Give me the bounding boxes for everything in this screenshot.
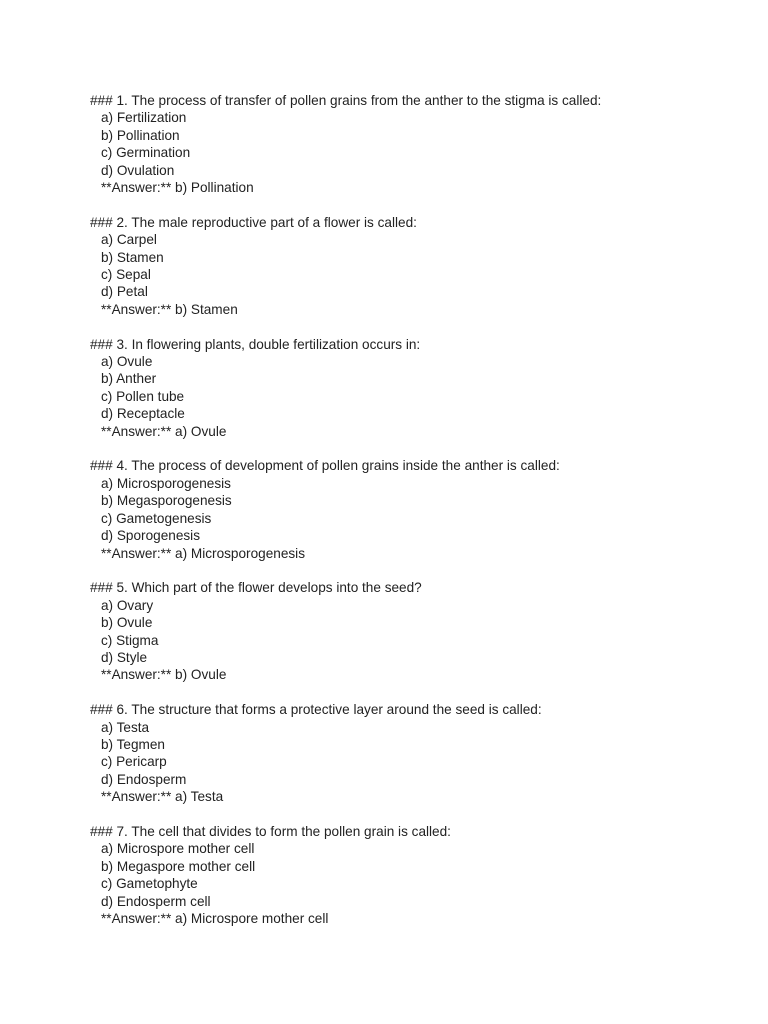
question-heading: ### 4. The process of development of pollen grains inside the anther is called: [90, 458, 560, 474]
option-d: d) Endosperm [101, 771, 187, 787]
option-b: b) Megasporogenesis [101, 493, 232, 509]
question-heading: ### 2. The male reproductive part of a flower is called: [90, 214, 417, 230]
option-a: a) Carpel [101, 232, 157, 248]
question-heading: ### 6. The structure that forms a protective layer around the seed is called: [90, 702, 542, 718]
question-6 [90, 701, 730, 805]
option-d: d) Sporogenesis [101, 528, 200, 544]
answer-line: **Answer:** a) Microspore mother cell [101, 911, 329, 926]
answer-line: **Answer:** a) Testa [101, 789, 224, 805]
question-4 [90, 457, 730, 561]
question-2 [90, 214, 730, 318]
question-heading: ### 3. In flowering plants, double fertilization occurs in: [90, 336, 421, 352]
option-c: c) Stigma [101, 632, 159, 648]
option-d: d) Endosperm cell [101, 893, 211, 909]
option-b: b) Stamen [101, 249, 164, 265]
option-c: c) Sepal [101, 267, 151, 283]
option-a: a) Fertilization [101, 110, 187, 126]
question-5 [90, 579, 730, 683]
option-d: d) Ovulation [101, 162, 175, 178]
answer-line: **Answer:** a) Ovule [101, 423, 227, 439]
answer-line: **Answer:** a) Microsporogenesis [101, 545, 305, 561]
option-b: b) Pollination [101, 127, 180, 143]
option-d: d) Style [101, 649, 148, 665]
option-c: c) Germination [101, 145, 191, 161]
option-c: c) Pollen tube [101, 388, 185, 404]
question-heading: ### 5. Which part of the flower develops into the seed? [90, 580, 422, 596]
option-c: c) Gametogenesis [101, 510, 212, 526]
document-page [90, 92, 730, 945]
question-1 [90, 92, 730, 196]
option-d: d) Receptacle [101, 406, 185, 422]
option-a: a) Testa [101, 719, 150, 735]
question-heading: ### 7. The cell that divides to form the pollen grain is called: [90, 823, 451, 839]
option-b: b) Anther [101, 371, 157, 387]
answer-line: **Answer:** b) Pollination [101, 180, 254, 196]
option-a: a) Ovule [101, 354, 153, 370]
question-3 [90, 336, 730, 440]
option-b: b) Tegmen [101, 736, 165, 752]
option-a: a) Microspore mother cell [101, 841, 255, 857]
question-7 [90, 823, 730, 927]
option-a: a) Ovary [101, 597, 154, 613]
answer-line: **Answer:** b) Stamen [101, 301, 238, 317]
option-b: b) Ovule [101, 615, 153, 631]
option-d: d) Petal [101, 284, 148, 300]
question-heading: ### 1. The process of transfer of pollen grains from the anther to the stigma is called: [90, 93, 602, 108]
option-c: c) Pericarp [101, 754, 167, 770]
option-c: c) Gametophyte [101, 876, 198, 892]
answer-line: **Answer:** b) Ovule [101, 667, 227, 683]
option-b: b) Megaspore mother cell [101, 858, 256, 874]
option-a: a) Microsporogenesis [101, 475, 231, 491]
